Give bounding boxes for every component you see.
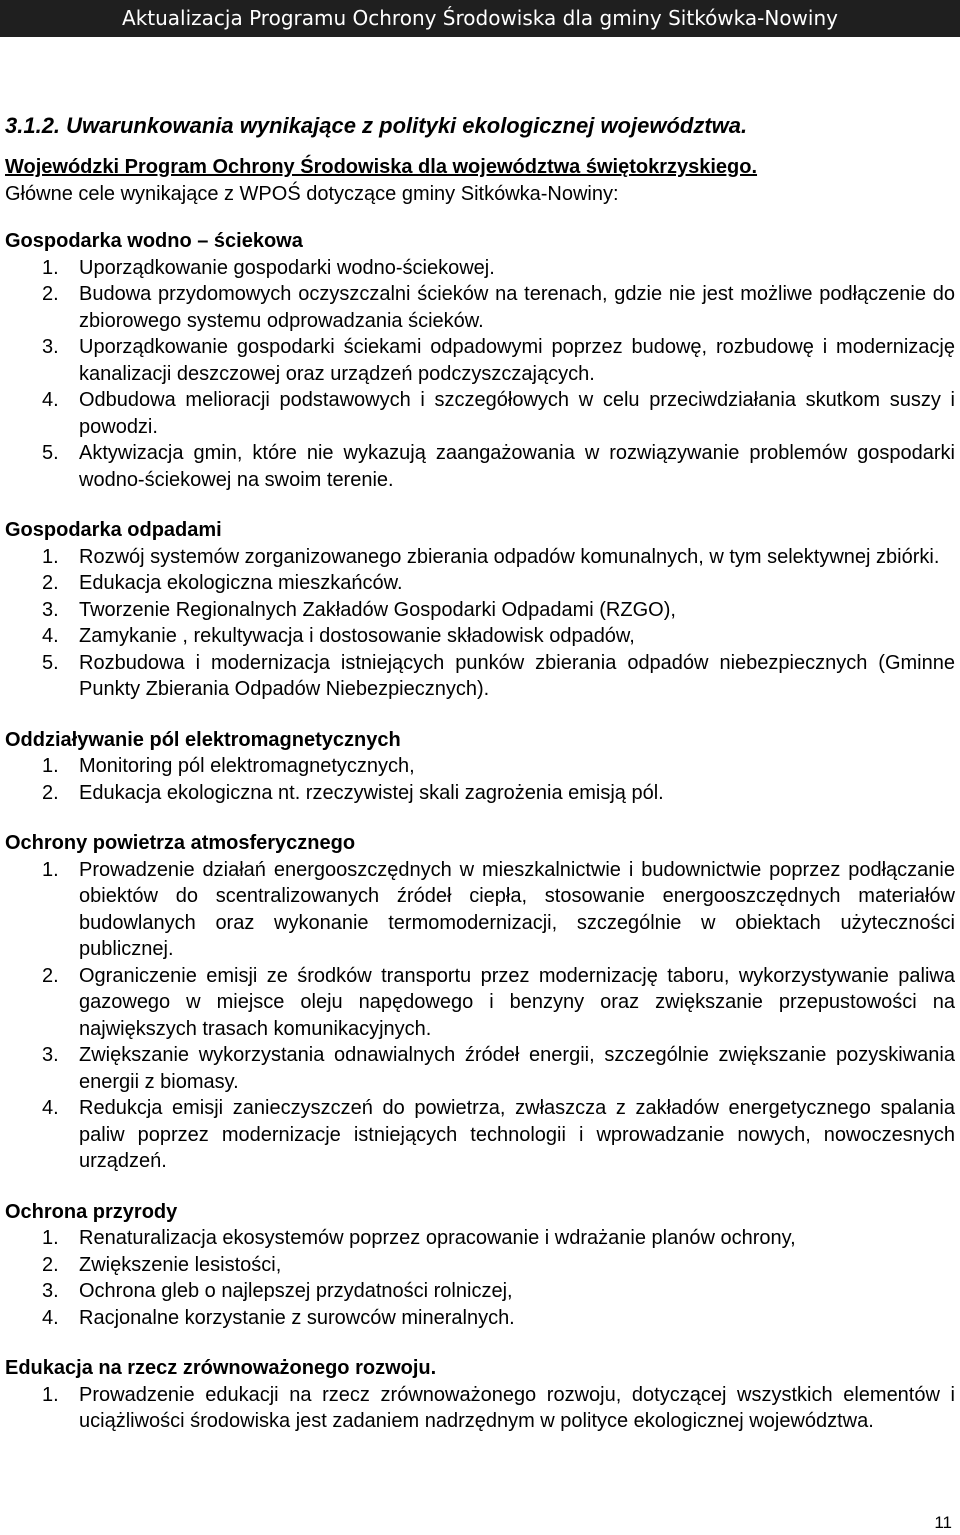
list-item: [5, 387, 955, 440]
group-heading: Gospodarka wodno – ściekowa: [5, 230, 303, 252]
item-text: Monitoring pól elektromagnetycznych,: [79, 755, 415, 777]
list-item: [5, 1225, 955, 1252]
list-item: [5, 597, 955, 624]
goal-group: [5, 830, 955, 1175]
item-number: 2.: [42, 781, 59, 804]
page-content: [5, 112, 955, 1435]
group-heading: Oddziaływanie pól elektromagnetycznych: [5, 728, 401, 751]
item-number: 2.: [42, 964, 59, 987]
running-header: Aktualizacja Programu Ochrony Środowiska dla gminy Sitkówka-Nowiny: [0, 0, 960, 37]
goal-group: [5, 517, 955, 703]
item-number: 1.: [42, 256, 59, 279]
goal-group: [5, 1199, 955, 1332]
goal-list: [5, 857, 955, 1175]
item-text: Edukacja ekologiczna mieszkańców.: [79, 572, 403, 594]
list-item: [5, 963, 955, 1043]
group-heading: Gospodarka odpadami: [5, 519, 222, 541]
item-number: 5.: [42, 442, 59, 464]
goal-list: [5, 1225, 955, 1331]
list-item: [5, 281, 955, 334]
list-item: [5, 255, 955, 282]
item-text: Prowadzenie edukacji na rzecz zrównoważonego rozwoju, dotyczącej wszystkich elementów i uciążliwości środowiska jest zadaniem nadrzędnym w polityce ekologicznej województwa.: [79, 1383, 955, 1432]
item-number: 4.: [42, 389, 59, 411]
goal-list: [5, 544, 955, 703]
item-text: Ochrona gleb o najlepszej przydatności rolniczej,: [79, 1280, 513, 1302]
item-text: Prowadzenie działań energooszczędnych w mieszkalnictwie i budownictwie poprzez podłączanie obiektów do scentralizowanych źródeł ciepła, stosowanie energooszczędnych materiałów budowlanych oraz wykonanie termomodernizacji, szczególnie w obiektach użyteczności publicznej.: [79, 858, 955, 960]
item-number: 3.: [42, 336, 59, 358]
list-item: [5, 1278, 955, 1305]
list-item: [5, 1252, 955, 1279]
list-item: [5, 544, 955, 571]
group-heading: Ochrona przyrody: [5, 1200, 178, 1223]
item-text: Uporządkowanie gospodarki wodno-ściekowej.: [79, 256, 495, 279]
goal-group: [5, 727, 955, 807]
item-number: 3.: [42, 1044, 59, 1066]
list-item: [5, 753, 955, 780]
item-text: Uporządkowanie gospodarki ściekami odpadowymi poprzez budowę, rozbudowę i modernizację kanalizacji deszczowej oraz urządzeń podczyszczających.: [79, 336, 955, 385]
item-text: Odbudowa melioracji podstawowych i szczegółowych w celu przeciwdziałania skutkom suszy i powodzi.: [79, 389, 955, 438]
group-heading: Ochrony powietrza atmosferycznego: [5, 832, 356, 854]
item-number: 4.: [42, 1306, 59, 1329]
item-text: Ograniczenie emisji ze środków transportu przez modernizację taboru, wykorzystywanie paliwa gazowego w miejsce oleju napędowego i benzyny oraz zwiększanie przepustowości na największych trasach komunikacyjnych.: [79, 964, 955, 1040]
item-number: 1.: [42, 755, 59, 777]
list-item: [5, 780, 955, 807]
goal-group: [5, 228, 955, 493]
item-number: 1.: [42, 1227, 59, 1249]
goal-list: [5, 255, 955, 494]
item-number: 3.: [42, 1280, 59, 1302]
list-item: [5, 623, 955, 650]
list-item: [5, 1382, 955, 1435]
list-item: [5, 440, 955, 493]
intro-text: Główne cele wynikające z WPOŚ dotyczące gminy Sitkówka-Nowiny:: [5, 182, 619, 205]
goal-list: [5, 753, 955, 806]
item-number: 2.: [42, 1253, 59, 1276]
goal-groups: [5, 228, 955, 1435]
item-text: Zwiększanie wykorzystania odnawialnych źródeł energii, szczególnie zwiększanie pozyskiwania energii z biomasy.: [79, 1044, 955, 1093]
item-text: Racjonalne korzystanie z surowców mineralnych.: [79, 1306, 515, 1329]
item-number: 4.: [42, 1097, 59, 1119]
section-title: 3.1.2. Uwarunkowania wynikające z polityki ekologicznej województwa.: [5, 113, 748, 138]
program-subtitle: Wojewódzki Program Ochrony Środowiska dla województwa świętokrzyskiego.: [5, 156, 758, 178]
item-number: 2.: [42, 572, 59, 594]
item-number: 1.: [42, 858, 59, 881]
list-item: [5, 650, 955, 703]
group-heading: Edukacja na rzecz zrównoważonego rozwoju.: [5, 1357, 437, 1379]
item-text: Zwiększenie lesistości,: [79, 1253, 282, 1276]
list-item: [5, 1095, 955, 1175]
item-text: Renaturalizacja ekosystemów poprzez opracowanie i wdrażanie planów ochrony,: [79, 1227, 796, 1249]
item-text: Budowa przydomowych oczyszczalni ścieków na terenach, gdzie nie jest możliwe podłączenie do zbiorowego systemu odprowadzania ścieków.: [79, 283, 955, 332]
item-number: 1.: [42, 1383, 59, 1406]
item-number: 2.: [42, 283, 59, 305]
goal-list: [5, 1382, 955, 1435]
list-item: [5, 1042, 955, 1095]
item-number: 1.: [42, 545, 59, 568]
list-item: [5, 857, 955, 963]
item-text: Zamykanie , rekultywacja i dostosowanie składowisk odpadów,: [79, 625, 635, 647]
item-text: Rozbudowa i modernizacja istniejących punków zbierania odpadów niebezpiecznych (Gminne Punkty Zbierania Odpadów Niebezpiecznych).: [79, 651, 955, 700]
list-item: [5, 334, 955, 387]
page-number: 11: [934, 1513, 952, 1532]
list-item: [5, 570, 955, 597]
item-number: 5.: [42, 651, 59, 674]
item-text: Tworzenie Regionalnych Zakładów Gospodarki Odpadami (RZGO),: [79, 598, 676, 621]
list-item: [5, 1305, 955, 1332]
item-text: Redukcja emisji zanieczyszczeń do powietrza, zwłaszcza z zakładów energetycznego spalania paliw poprzez modernizacje istniejących technologii i wprowadzanie nowych, nowoczesnych urządzeń.: [79, 1097, 955, 1172]
item-text: Rozwój systemów zorganizowanego zbierania odpadów komunalnych, w tym selektywnej zbiórki.: [79, 545, 940, 568]
item-text: Aktywizacja gmin, które nie wykazują zaangażowania w rozwiązywanie problemów gospodarki wodno-ściekowej na swoim terenie.: [79, 442, 955, 491]
item-number: 3.: [42, 598, 59, 621]
goal-group: [5, 1355, 955, 1435]
item-text: Edukacja ekologiczna nt. rzeczywistej skali zagrożenia emisją pól.: [79, 781, 664, 804]
item-number: 4.: [42, 625, 59, 647]
